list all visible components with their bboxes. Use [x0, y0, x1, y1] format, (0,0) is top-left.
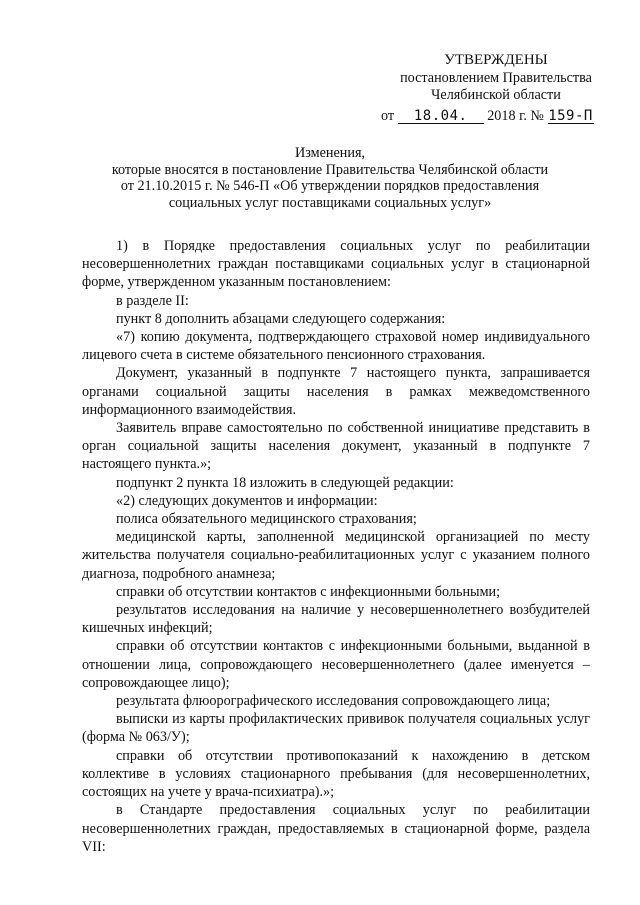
approval-stamp	[382, 52, 610, 105]
document-body	[82, 237, 590, 856]
paragraph: справки об отсутствии контактов с инфекционными больными;	[116, 583, 501, 600]
paragraph: результата флюорографического исследования сопровождающего лица;	[116, 693, 551, 710]
paragraph: «2) следующих документов и информации:	[116, 492, 378, 509]
title-line-1: Изменения,	[294, 145, 366, 161]
title-line-2: которые вносятся в постановление Правительства Челябинской области	[111, 161, 549, 178]
paragraph: в разделе II:	[116, 292, 189, 309]
from-label: от	[381, 108, 395, 124]
approval-line-2: Челябинской области	[431, 87, 561, 103]
paragraph: медицинской карты, заполненной медицинской организацией по месту жительства получателя социально-реабилитационных услуг с указанием полного диагноза, подробного анамнеза;	[82, 529, 590, 582]
document-title	[80, 145, 580, 211]
title-line-4: социальных услуг поставщиками социальных услуг»	[168, 194, 492, 211]
paragraph: «7) копию документа, подтверждающего страховой номер индивидуального лицевого счета в системе обязательного пенсионного страхования.	[82, 329, 590, 364]
paragraph: результатов исследования на наличие у несовершеннолетнего возбудителей кишечных инфекций;	[82, 602, 590, 637]
paragraph: выписки из карты профилактических прививок получателя социальных услуг (форма № 063/У);	[82, 711, 590, 746]
paragraph: пункт 8 дополнить абзацами следующего содержания:	[116, 310, 446, 327]
approval-number: 159-П	[548, 108, 593, 124]
paragraph: полиса обязательного медицинского страхования;	[116, 511, 417, 528]
paragraph: Документ, указанный в подпункте 7 настоящего пункта, запрашивается органами социальной защиты населения в рамках межведомственного информационного взаимодействия.	[82, 365, 590, 418]
year-label: 2018 г. №	[487, 108, 544, 124]
approval-line-1: постановлением Правительства	[400, 69, 592, 86]
approval-date: 18.04.	[398, 109, 484, 124]
approval-date-line	[381, 108, 619, 125]
paragraph: подпункт 2 пункта 18 изложить в следующей редакции:	[116, 474, 454, 491]
paragraph: справки об отсутствии контактов с инфекционными больными, выданной в отношении лица, сопровождающего несовершеннолетнего (далее именуется – сопровождающее лицо);	[82, 638, 590, 691]
paragraph: 1) в Порядке предоставления социальных услуг по реабилитации несовершеннолетних граждан поставщиками социальных услуг в стационарной форме, утвержденном указанным постановлением:	[82, 238, 590, 291]
paragraph: в Стандарте предоставления социальных услуг по реабилитации несовершеннолетних граждан, предоставляемых в стационарной форме, раздела VII:	[82, 802, 590, 855]
paragraph: справки об отсутствии противопоказаний к нахождению в детском коллективе в условиях стационарного пребывания (для несовершеннолетних, состоящих на учете у врача-психиатра).»;	[82, 747, 590, 801]
title-line-3: от 21.10.2015 г. № 546-П «Об утверждении порядков предоставления	[120, 178, 540, 194]
paragraph: Заявитель вправе самостоятельно по собственной инициативе представить в орган социальной защиты населения документ, указанный в подпункте 7 настоящего пункта.»;	[82, 420, 590, 473]
approval-heading: УТВЕРЖДЕНЫ	[444, 52, 548, 68]
